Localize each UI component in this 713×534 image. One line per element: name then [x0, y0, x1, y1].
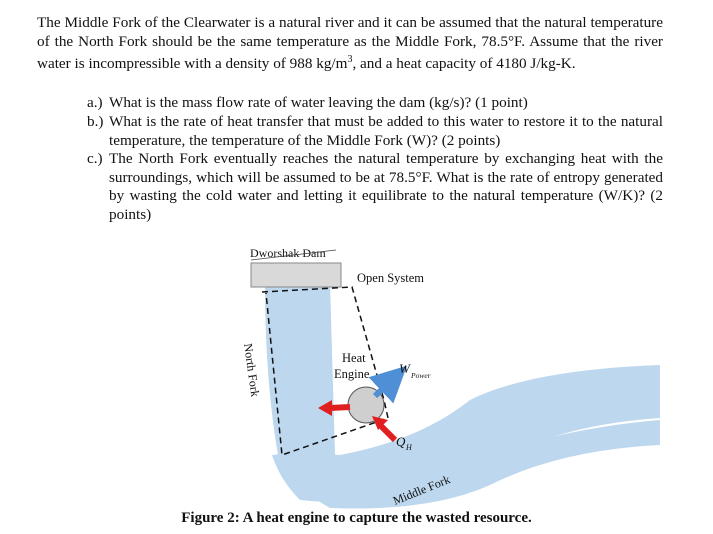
question-text: The North Fork eventually reaches the natural temperature by exchanging heat with the surroundings, which will be assumed to be at 78.5°F. What is the rate of entropy generated by wasting the cold water and letting it equilibrate to the natural temperature (W/K)? (2 points)	[109, 150, 663, 223]
question-label: b.)	[87, 113, 104, 130]
heat-engine-label-1: Heat	[342, 351, 366, 365]
question-label: c.)	[87, 150, 103, 167]
heat-engine-label-2: Engine	[334, 367, 370, 381]
dam-label: Dworshak Dam	[250, 246, 326, 260]
dam	[251, 263, 341, 287]
north-fork-label: North Fork	[241, 342, 263, 398]
heat-subscript: H	[406, 443, 412, 452]
cubic-superscript: 3	[347, 54, 353, 65]
question-label: a.)	[87, 94, 103, 111]
paragraph-text: The Middle Fork of the Clearwater is a natural river and it can be assumed that the natural temperature of the North Fork should be the same temperature as the Middle Fork, 78.5°F. Assume that the river water is incompressible with a density of 988 kg/m	[37, 14, 663, 73]
middle-fork-label: Middle Fork	[390, 472, 453, 508]
heat-arrow-shaft	[380, 425, 395, 440]
paragraph-text-end: , and a heat capacity of 4180 J/kg-K.	[352, 55, 576, 73]
open-system-label: Open System	[357, 271, 425, 285]
power-subscript: Power	[411, 371, 431, 380]
power-arrow	[375, 378, 394, 396]
north-fork-river	[265, 283, 335, 455]
reject-arrow-shaft	[330, 407, 350, 408]
question-text: What is the mass flow rate of water leaving the dam (kg/s)? (1 point)	[109, 94, 528, 111]
heat-symbol: Q	[396, 434, 406, 449]
power-symbol: W	[399, 361, 410, 376]
figure-caption: Figure 2: A heat engine to capture the wasted resource.	[181, 510, 532, 526]
question-text: What is the rate of heat transfer that must be added to this water to restore it to the natural temperature, the temperature of the Middle Fork (W)? (2 points)	[109, 113, 663, 149]
